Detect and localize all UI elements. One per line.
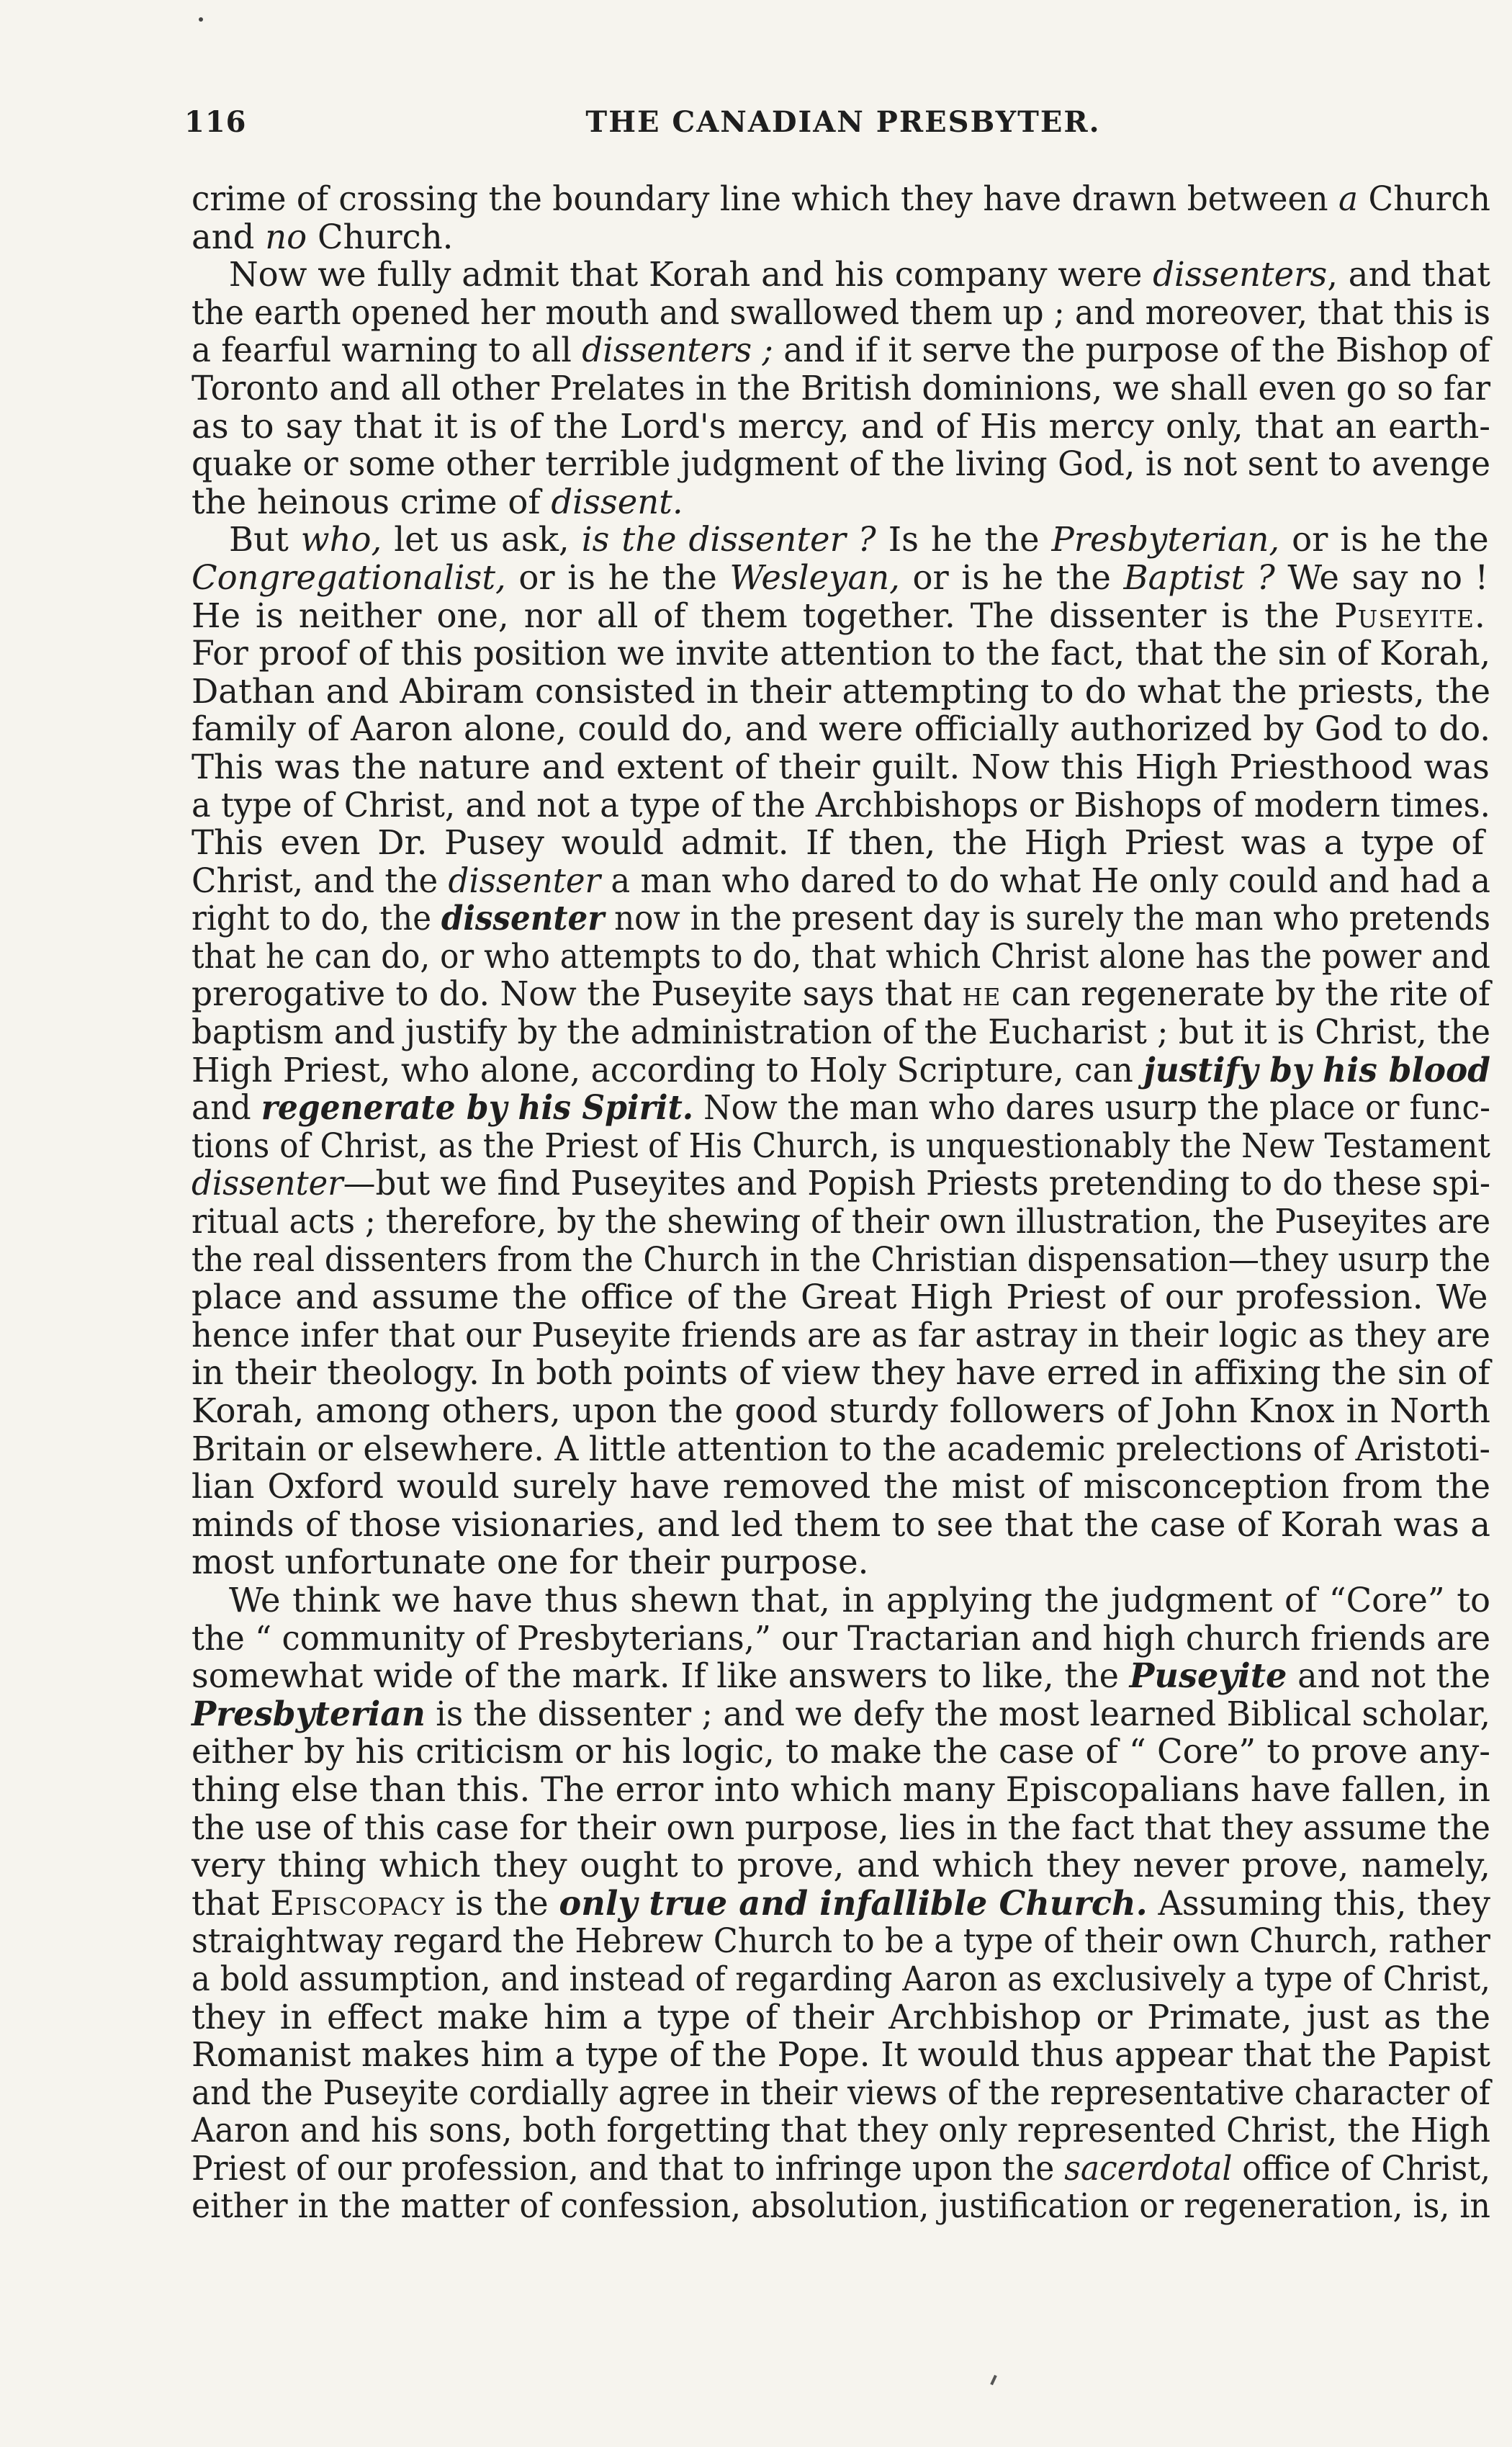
text-line xyxy=(192,218,1490,256)
text-run: straightway regard the Hebrew Church to be a type of their own Church, rather xyxy=(192,1921,1490,1961)
text-run: , and that xyxy=(1327,255,1490,295)
text-line xyxy=(192,1882,1490,1923)
text-run: Church. xyxy=(307,217,454,256)
text-line xyxy=(192,1315,1490,1355)
text-line xyxy=(192,898,1491,938)
text-line xyxy=(192,1468,1490,1506)
emphasis-text: Baptist ? xyxy=(1123,557,1275,597)
text-line xyxy=(192,785,1490,825)
text-run: the real dissenters from the Church in the Christian dispensation—they usurp the xyxy=(192,1239,1491,1279)
text-run: very thing which they ought to prove, and which they never prove, namely, xyxy=(192,1846,1490,1885)
text-line xyxy=(192,368,1491,408)
emphasis-text: dissent. xyxy=(551,482,683,521)
article-body xyxy=(192,180,1490,2225)
text-run: that he can do, or who attempts to do, that which Christ alone has the power and xyxy=(192,936,1490,976)
text-line xyxy=(192,331,1490,370)
emphasis-text: regenerate by his Spirit. xyxy=(261,1087,694,1128)
emphasis-text: Wesleyan, xyxy=(729,557,900,597)
running-title: THE CANADIAN PRESBYTER. xyxy=(585,105,1101,139)
text-run: and not the xyxy=(1287,1656,1491,1696)
emphasis-text: only true and infallible Church. xyxy=(559,1882,1148,1923)
text-line xyxy=(192,292,1491,332)
text-run: and the Puseyite cordially agree in their views of the representative character of xyxy=(192,2073,1490,2112)
text-run: Now the man who dares usurp the place or func- xyxy=(693,1088,1491,1128)
text-run: hence infer that our Puseyite friends are as far astray in their logic as they are xyxy=(192,1315,1490,1355)
emphasis-text: Puseyite xyxy=(1129,1656,1287,1696)
page-number: 116 xyxy=(184,105,247,139)
text-run: baptism and justify by the administration of the Eucharist ; but it is Christ, the xyxy=(192,1013,1491,1052)
text-run: This was the nature and extent of their guilt. Now this High Priesthood was xyxy=(192,747,1490,786)
emphasis-text: dissenter xyxy=(441,898,605,938)
text-line xyxy=(192,1049,1491,1090)
text-line xyxy=(192,1921,1490,1961)
text-line xyxy=(192,936,1490,976)
text-run: Is he the xyxy=(876,520,1052,560)
text-line xyxy=(192,1429,1490,1468)
text-line xyxy=(192,748,1490,786)
text-line xyxy=(192,1618,1491,1658)
text-line xyxy=(192,634,1491,673)
text-run: either by his criticism or his logic, to make the case of “ Core” to prove any- xyxy=(192,1732,1490,1772)
print-speck xyxy=(199,17,203,22)
text-line xyxy=(192,1087,1491,1128)
text-line xyxy=(192,1278,1490,1316)
text-run: the use of this case for their own purpose, lies in the fact that they assume the xyxy=(192,1808,1490,1847)
emphasis-text: sacerdotal xyxy=(1064,2148,1233,2188)
text-run: Romanist makes him a type of the Pope. It would thus appear that the Papist xyxy=(192,2035,1490,2075)
text-run: Britain or elsewhere. A little attention to the academic prelections of Aristoti- xyxy=(192,1429,1490,1468)
emphasis-text: Episcopacy xyxy=(270,1883,446,1923)
text-run: Dathan and Abiram consisted in their attempting to do what the priests, the xyxy=(192,671,1490,711)
text-run: Christ, and the xyxy=(192,861,449,900)
text-run: either in the matter of confession, absolution, justification or regeneration, is, in xyxy=(192,2186,1490,2226)
text-line xyxy=(192,444,1491,484)
emphasis-text: dissenters xyxy=(1153,255,1328,295)
emphasis-text: justify by his blood xyxy=(1143,1049,1491,1090)
text-run: family of Aaron alone, could do, and were officially authorized by God to do. xyxy=(192,709,1491,749)
emphasis-text: dissenter xyxy=(448,861,601,900)
text-run: ritual acts ; therefore, by the shewing of their own illustration, the Puseyites are xyxy=(192,1202,1491,1242)
text-run: Korah, among others, upon the good sturdy followers of John Knox in North xyxy=(192,1391,1490,1430)
text-run: For proof of this position we invite attention to the fact, that the sin of Korah, xyxy=(192,634,1491,673)
text-line xyxy=(192,1392,1490,1430)
text-line xyxy=(192,673,1490,711)
text-run: Aaron and his sons, both forgetting that they only represented Christ, the High xyxy=(192,2111,1490,2150)
emphasis-text: Presbyterian xyxy=(192,1693,426,1733)
text-line xyxy=(192,2186,1490,2226)
paragraph xyxy=(192,180,1490,256)
emphasis-text: Presbyterian, xyxy=(1051,520,1280,560)
text-run: somewhat wide of the mark. If like answers to like, the xyxy=(192,1656,1130,1696)
text-run: crime of crossing the boundary line which they have drawn between xyxy=(192,179,1339,218)
text-line xyxy=(192,861,1491,900)
text-run: that xyxy=(192,1883,271,1923)
text-line xyxy=(192,2111,1490,2150)
text-line xyxy=(192,2073,1490,2112)
text-run: or is he the xyxy=(505,557,730,597)
text-run: and xyxy=(192,217,266,256)
emphasis-text: who, xyxy=(300,520,382,560)
emphasis-text: he xyxy=(962,974,1002,1014)
text-run: a fearful warning to all xyxy=(192,331,582,370)
text-run: High Priest, who alone, according to Holy Scripture, can xyxy=(192,1050,1144,1090)
paragraph xyxy=(192,1581,1490,2225)
text-run: and xyxy=(192,1088,261,1128)
text-line xyxy=(192,597,1490,635)
text-line xyxy=(192,1808,1490,1847)
emphasis-text: a xyxy=(1338,179,1359,218)
text-run: is the dissenter ; and we defy the most learned Biblical scholar, xyxy=(425,1694,1490,1733)
emphasis-text: Puseyite. xyxy=(1334,596,1486,635)
text-line xyxy=(192,1959,1490,1998)
emphasis-text: dissenter xyxy=(192,1164,343,1203)
text-run: is the xyxy=(445,1883,559,1923)
text-run: or is he the xyxy=(899,557,1124,597)
text-run: We say no ! xyxy=(1274,557,1489,597)
text-run: —but we find Puseyites and Popish Priests pretending to do these spi- xyxy=(343,1164,1491,1203)
text-run: lian Oxford would surely have removed the mist of misconception from the xyxy=(192,1467,1490,1507)
text-line xyxy=(192,1506,1490,1544)
page-header xyxy=(184,105,1502,148)
text-run: He is neither one, nor all of them together. The dissenter is the xyxy=(192,596,1335,635)
emphasis-text: dissenters ; xyxy=(582,331,773,370)
text-line xyxy=(192,179,1490,218)
paragraph xyxy=(192,521,1490,1581)
text-line xyxy=(192,1693,1490,1733)
text-line xyxy=(192,483,1490,521)
text-run: let us ask, xyxy=(382,520,582,560)
emphasis-text: is the dissenter ? xyxy=(581,520,876,560)
text-run: can regenerate by the rite of xyxy=(1001,974,1491,1014)
text-run: Toronto and all other Prelates in the British dominions, we shall even go so far xyxy=(192,368,1491,408)
text-run: in their theology. In both points of view they have erred in affixing the sin of xyxy=(192,1353,1490,1393)
paragraph xyxy=(192,256,1490,521)
text-line xyxy=(192,1543,1490,1581)
text-line xyxy=(192,710,1490,748)
text-run: a bold assumption, and instead of regarding Aaron as exclusively a type of Christ, xyxy=(192,1959,1490,1998)
text-run: right to do, the xyxy=(192,899,441,938)
text-run: This even Dr. Pusey would admit. If then, the High Priest was a type of xyxy=(192,823,1485,863)
text-line xyxy=(192,1013,1491,1052)
text-line xyxy=(192,2035,1490,2075)
text-run: and if it serve the purpose of the Bishop of xyxy=(773,331,1490,370)
text-line xyxy=(192,1846,1490,1885)
print-speck xyxy=(990,2375,997,2385)
text-line xyxy=(192,1202,1491,1242)
text-run: Priest of our profession, and that to infringe upon the xyxy=(192,2148,1065,2188)
text-line xyxy=(192,521,1490,559)
text-run: or is he the xyxy=(1279,520,1489,560)
text-run: Church xyxy=(1358,179,1490,218)
emphasis-text: Congregationalist, xyxy=(192,557,506,597)
text-line xyxy=(192,1771,1490,1809)
text-line xyxy=(192,1998,1490,2037)
text-line xyxy=(192,1656,1491,1696)
text-line xyxy=(192,1733,1490,1771)
text-line xyxy=(192,2148,1491,2188)
text-run: a type of Christ, and not a type of the Archbishops or Bishops of modern times. xyxy=(192,785,1490,825)
text-run: thing else than this. The error into which many Episcopalians have fallen, in xyxy=(192,1769,1490,1809)
text-line xyxy=(192,559,1490,597)
text-run: they in effect make him a type of their Archbishop or Primate, just as the xyxy=(192,1997,1491,2037)
text-line xyxy=(192,1239,1491,1279)
text-run: We think we have thus shewn that, in applying the judgment of “Core” to xyxy=(229,1580,1490,1620)
text-run: Now we fully admit that Korah and his company were xyxy=(228,255,1153,295)
text-line xyxy=(192,1126,1490,1165)
text-line xyxy=(192,1581,1490,1620)
text-run: quake or some other terrible judgment of the living God, is not sent to avenge xyxy=(192,444,1491,484)
text-line xyxy=(192,256,1490,294)
text-line xyxy=(192,824,1490,862)
text-line xyxy=(192,1164,1491,1203)
text-run: tions of Christ, as the Priest of His Church, is unquestionably the New Testament xyxy=(192,1126,1490,1165)
text-run: office of Christ, xyxy=(1232,2148,1491,2188)
text-run: now in the present day is surely the man who pretends xyxy=(604,899,1491,938)
text-run: a man who dared to do what He only could and had a xyxy=(600,861,1491,900)
emphasis-text: no xyxy=(265,217,307,256)
text-line xyxy=(192,408,1490,446)
text-run: the earth opened her mouth and swallowed them up ; and moreover, that this is xyxy=(192,292,1491,332)
text-run: But xyxy=(229,520,301,560)
text-run: most unfortunate one for their purpose. xyxy=(192,1543,869,1582)
text-run: as to say that it is of the Lord's mercy, and of His mercy only, that an earth- xyxy=(192,406,1491,446)
text-run: minds of those visionaries, and led them to see that the case of Korah was a xyxy=(192,1504,1490,1544)
text-run: place and assume the office of the Great High Priest of our profession. We xyxy=(192,1278,1488,1317)
text-run: prerogative to do. Now the Puseyite says that xyxy=(192,974,963,1014)
text-run: the heinous crime of xyxy=(192,482,552,521)
text-run: the “ community of Presbyterians,” our Tractarian and high church friends are xyxy=(192,1618,1491,1658)
text-line xyxy=(192,1354,1490,1392)
text-run: Assuming this, they xyxy=(1147,1883,1490,1923)
text-line xyxy=(192,974,1491,1014)
